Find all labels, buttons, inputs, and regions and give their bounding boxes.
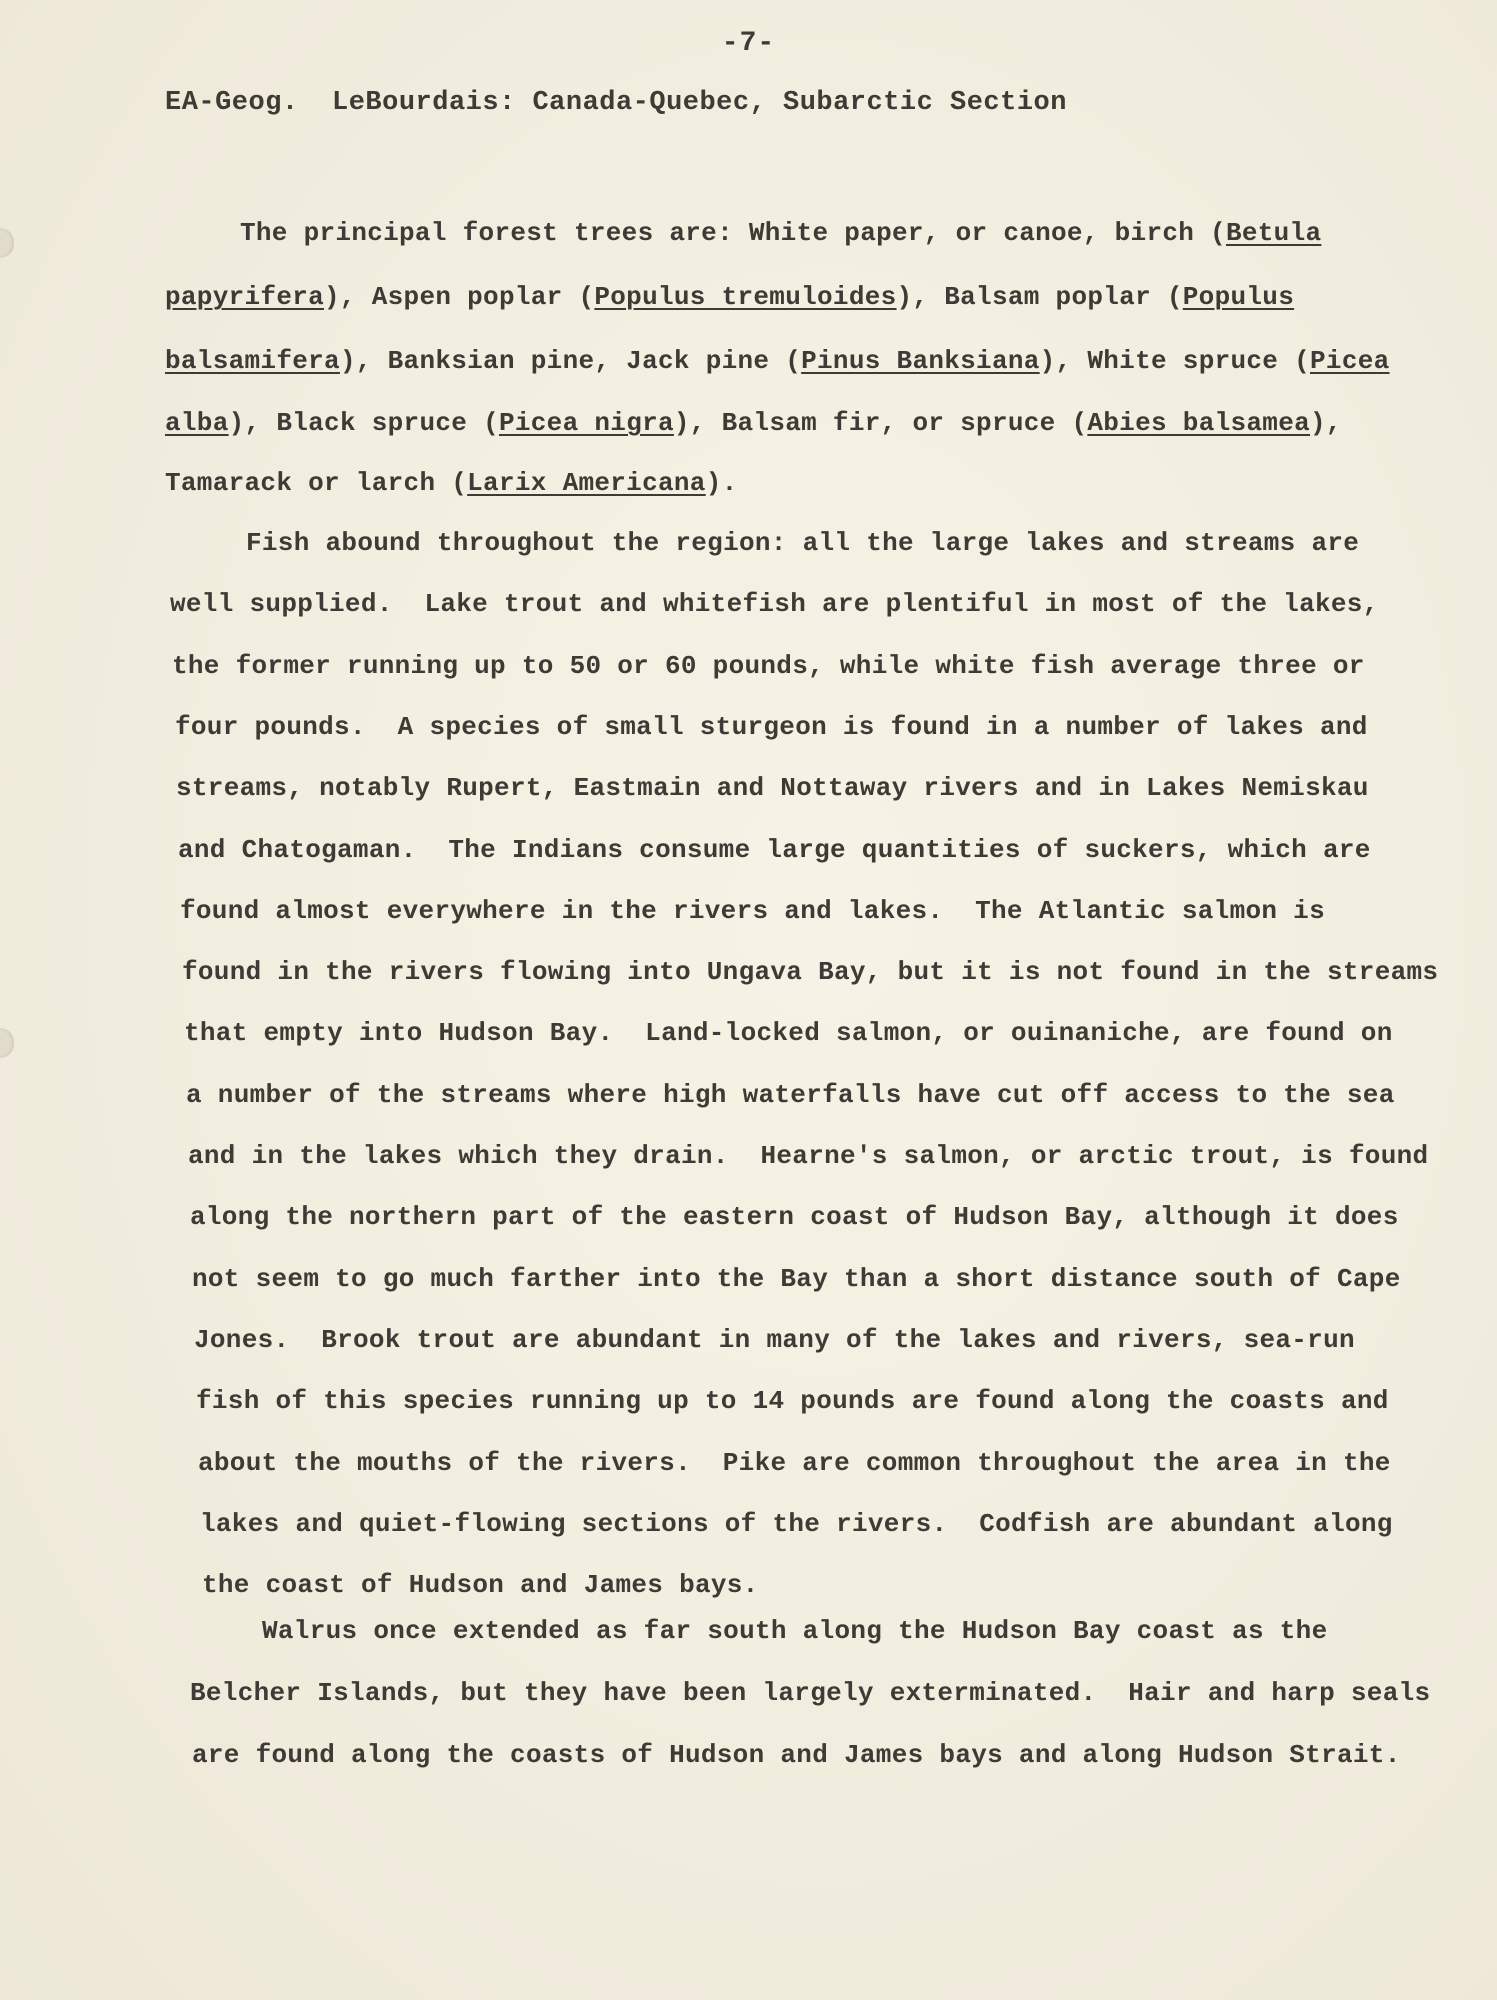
text-line: about the mouths of the rivers. Pike are common throughout the area in the: [198, 1448, 1391, 1478]
text-line: Jones. Brook trout are abundant in many of the lakes and rivers, sea-run: [194, 1325, 1355, 1355]
text-line: found almost everywhere in the rivers and lakes. The Atlantic salmon is: [180, 896, 1325, 926]
text-segment: ), Banksian pine, Jack pine (: [339, 346, 802, 376]
latin-name: Picea: [1310, 346, 1390, 376]
document-header: EA-Geog. LeBourdais: Canada-Quebec, Subarctic Section: [165, 88, 1067, 118]
text-line: found in the rivers flowing into Ungava Bay, but it is not found in the streams: [182, 957, 1439, 987]
latin-name: balsamifera: [165, 346, 340, 376]
text-line: [165, 282, 1294, 312]
text-segment: ), Black spruce (: [228, 408, 499, 438]
text-line: and in the lakes which they drain. Hearne's salmon, or arctic trout, is found: [188, 1141, 1429, 1171]
text-segment: The principal forest trees are: White paper, or canoe, birch (: [240, 218, 1226, 248]
latin-name: Populus tremuloides: [594, 282, 897, 312]
text-line: four pounds. A species of small sturgeon is found in a number of lakes and: [175, 712, 1368, 742]
text-line: Fish abound throughout the region: all the large lakes and streams are: [246, 528, 1360, 558]
text-line: fish of this species running up to 14 pounds are found along the coasts and: [196, 1386, 1389, 1416]
latin-name: Picea nigra: [498, 408, 674, 438]
latin-name: Populus: [1182, 282, 1295, 312]
text-line: the former running up to 50 or 60 pounds, while white fish average three or: [172, 651, 1365, 681]
text-line: and Chatogaman. The Indians consume large quantities of suckers, which are: [178, 835, 1371, 865]
text-line: are found along the coasts of Hudson and James bays and along Hudson Strait.: [192, 1740, 1401, 1770]
text-segment: ), Balsam fir, or spruce (: [673, 408, 1088, 438]
text-segment: ),: [1310, 408, 1342, 438]
text-segment: ), Aspen poplar (: [324, 282, 595, 312]
text-line: [165, 346, 1390, 376]
text-line: [165, 468, 738, 498]
page-number: -7-: [721, 28, 776, 59]
text-segment: ), White spruce (: [1039, 346, 1311, 376]
text-line: Walrus once extended as far south along the Hudson Bay coast as the: [262, 1616, 1328, 1646]
latin-name: Abies balsamea: [1087, 408, 1311, 438]
latin-name: Betula: [1225, 218, 1322, 248]
text-line: the coast of Hudson and James bays.: [202, 1570, 759, 1600]
text-segment: ), Balsam poplar (: [896, 282, 1183, 312]
latin-name: papyrifera: [165, 282, 325, 312]
text-line: that empty into Hudson Bay. Land-locked salmon, or ouinaniche, are found on: [184, 1018, 1393, 1048]
text-line: not seem to go much farther into the Bay than a short distance south of Cape: [192, 1264, 1401, 1294]
text-line: streams, notably Rupert, Eastmain and Nottaway rivers and in Lakes Nemiskau: [176, 773, 1369, 803]
latin-name: Larix Americana: [467, 468, 706, 498]
text-line: along the northern part of the eastern coast of Hudson Bay, although it does: [190, 1202, 1399, 1232]
punch-hole: [0, 228, 14, 258]
text-line: lakes and quiet-flowing sections of the rivers. Codfish are abundant along: [200, 1509, 1393, 1539]
text-line: Belcher Islands, but they have been largely exterminated. Hair and harp seals: [190, 1678, 1431, 1708]
latin-name: alba: [165, 408, 229, 438]
text-line: [240, 218, 1321, 248]
punch-hole: [0, 1028, 14, 1058]
text-segment: ).: [705, 468, 738, 498]
latin-name: Pinus Banksiana: [801, 346, 1040, 376]
text-segment: Tamarack or larch (: [165, 468, 468, 498]
text-line: a number of the streams where high waterfalls have cut off access to the sea: [186, 1080, 1395, 1110]
text-line: well supplied. Lake trout and whitefish are plentiful in most of the lakes,: [170, 589, 1379, 619]
text-line: [165, 408, 1342, 438]
